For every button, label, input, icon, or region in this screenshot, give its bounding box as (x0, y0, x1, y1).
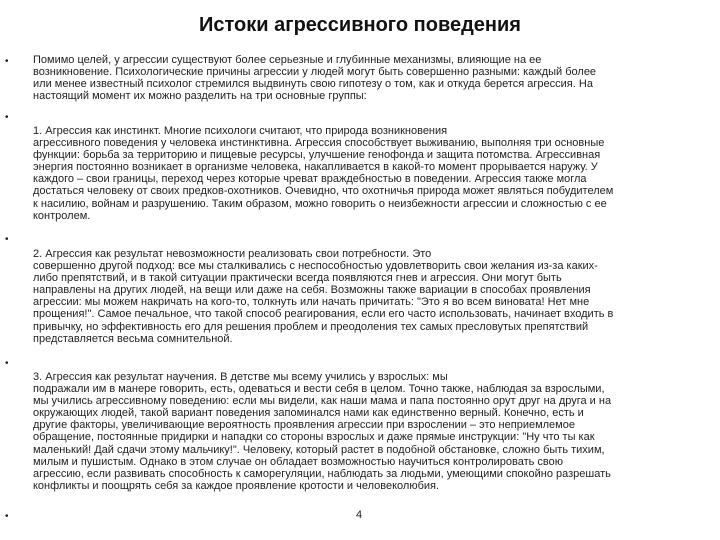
bullet-4: • (5, 358, 9, 369)
bullet-3: • (5, 234, 9, 245)
paragraph-learning: 3. Агрессия как результат научения. В детстве мы всему учились у взрослых: мы подражали им в манере говорить, есть, одеваться и вести себя в целом. Точно также, наблюдая за взрослыми, мы учились агрессивному поведению: если мы видели, как наши мама и папа постоянно орут друг на друга и на окружающих людей, такой вариант поведения запоминался нами как единственно верный. Конечно, есть и другие факторы, увеличивающие вероятность проявления агрессии при взрослении – это неприемлемое обращение, постоянные придирки и нападки со стороны взрослых и даже прямые инструкции: "Ну что ты как маленький! Дай сдачи этому мальчику!". Человеку, который растет в подобной обстановке, сложно быть тихим, милым и пушистым. Однако в этом случае он обладает возможностью научиться контролировать свою агрессию, если развивать способность к саморегуляции, наблюдать за людьми, умеющими спокойно разрешать конфликты и поощрять себя за каждое проявление кротости и человеколюбия. (33, 371, 612, 492)
bullet-5: • (5, 511, 9, 522)
paragraph-needs: 2. Агрессия как результат невозможности реализовать свои потребности. Это совершенно другой подход: все мы сталкивались с неспособностью удовлетворить свои желания из-за каких- либо препятствий, и в такой ситуации практически всегда появляются гнев и агрессия. Они могут быть направлены на других людей, на вещи или даже на себя. Возможны также вариации в способах проявления агрессии: мы можем накричать на кого-то, толкнуть или начать причитать: "Это я во всем виновата! Нет мне прощения!". Самое печальное, что такой способ реагирования, если его часто использовать, начинает входить в привычку, но эффективность его для решения проблем и преодоления тех самых пресловутых препятствий представляется весьма сомнительной. (33, 248, 614, 345)
page-number: 4 (356, 509, 363, 521)
slide-title: Истоки агрессивного поведения (199, 14, 521, 36)
bullet-2: • (5, 112, 9, 123)
paragraph-instinct: 1. Агрессия как инстинкт. Многие психологи считают, что природа возникновения агрессивного поведения у человека инстинктивна. Агрессия способствует выживанию, выполняя три основные функции: борьба за территорию и пищевые ресурсы, улучшение генофонда и защита потомства. Агрессивная энергия постоянно возникает в организме человека, накапливается в какой-то момент прорывается наружу. У каждого – свои границы, переход через которые чреват враждебностью в поведении. Агрессия также могла достаться человеку от своих предков-охотников. Очевидно, что охотничья природа может являться побудителем к насилию, войнам и разрушению. Таким образом, можно говорить о неизбежности агрессии и сложностью с ее контролем. (33, 125, 614, 222)
intro-paragraph: Помимо целей, у агрессии существуют более серьезные и глубинные механизмы, влияющие на ее возникновение. Психологические причины агрессии у людей могут быть совершенно разными: каждый более или менее известный психолог стремился выдвинуть свою гипотезу о том, как и откуда берется агрессия. На настоящий момент их можно разделить на три основные группы: (33, 54, 597, 103)
bullet-1: • (5, 56, 9, 67)
